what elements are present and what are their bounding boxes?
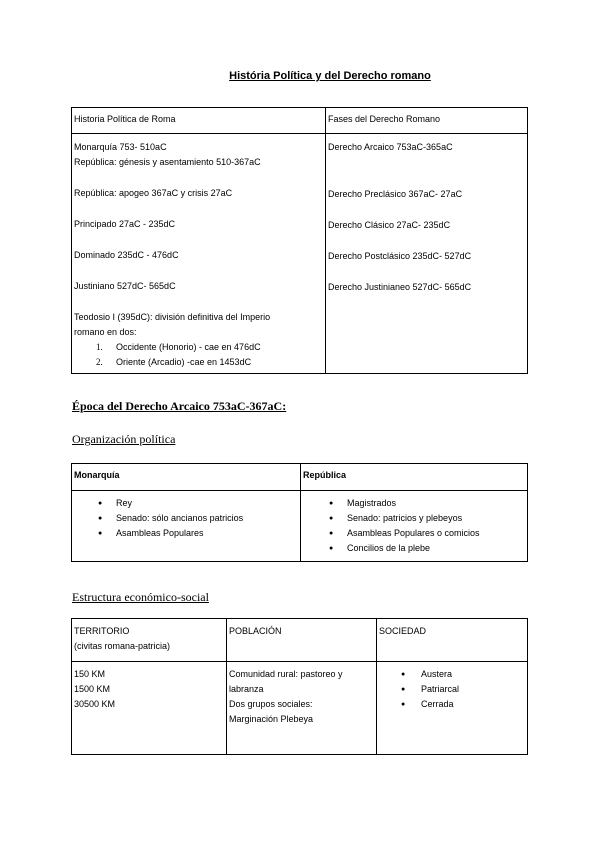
- col-header-historia: Historia Política de Roma: [72, 108, 326, 134]
- history-phases-table: [71, 107, 528, 374]
- list-item: ● Patriarcal: [379, 682, 525, 697]
- territorio-value: 150 KM: [74, 669, 106, 679]
- poblacion-line: labranza: [229, 684, 264, 694]
- republica-list: [303, 496, 525, 556]
- historia-item: romano en dos:: [74, 327, 137, 337]
- list-text: Occidente (Honorio) - cae en 476dC: [116, 342, 261, 352]
- col-header-monarquia: Monarquía: [72, 464, 301, 491]
- territorio-value: 1500 KM: [74, 684, 111, 694]
- subheading-estructura: Estructura económico-social: [72, 590, 209, 604]
- historia-item: República: génesis y asentamiento 510-367aC: [74, 157, 261, 167]
- list-text: Oriente (Arcadio) -cae en 1453dC: [116, 357, 252, 367]
- list-item: ● Senado: patricios y plebeyos: [303, 511, 525, 526]
- list-item: ● Rey: [74, 496, 298, 511]
- col-header-poblacion: POBLACIÓN: [227, 619, 377, 662]
- historia-item: República: apogeo 367aC y crisis 27aC: [74, 188, 233, 198]
- historia-item: Justiniano 527dC- 565dC: [74, 281, 176, 291]
- fase-item: Derecho Arcaico 753aC-365aC: [328, 142, 453, 152]
- col-header-territorio-sub: (civitas romana-patricia): [74, 641, 171, 651]
- list-item: ● Magistrados: [303, 496, 525, 511]
- section-title: Época del Derecho Arcaico 753aC-367aC:: [72, 399, 287, 413]
- historia-item: Teodosio I (395dC): división definitiva del Imperio: [74, 312, 271, 322]
- list-number: 1.: [96, 342, 103, 352]
- list-item: ● Cerrada: [379, 697, 525, 712]
- list-item: [74, 340, 323, 355]
- list-item: ● Concilios de la plebe: [303, 541, 525, 556]
- list-item: ● Senado: sólo ancianos patricios: [74, 511, 298, 526]
- historia-item: Monarquía 753- 510aC: [74, 142, 167, 152]
- col-header-republica: República: [301, 464, 528, 491]
- fase-item: Derecho Clásico 27aC- 235dC: [328, 220, 451, 230]
- list-item: ● Asambleas Populares: [74, 526, 298, 541]
- organizacion-table: [71, 463, 528, 562]
- col-header-territorio: TERRITORIO: [74, 626, 130, 636]
- col-header-sociedad: SOCIEDAD: [377, 619, 528, 662]
- col-header-fases: Fases del Derecho Romano: [326, 108, 528, 134]
- poblacion-line: Dos grupos sociales:: [229, 699, 313, 709]
- list-item: ● Austera: [379, 667, 525, 682]
- division-list: [74, 340, 323, 370]
- poblacion-line: Marginación Plebeya: [229, 714, 314, 724]
- list-item: [74, 355, 323, 370]
- monarquia-list: [74, 496, 298, 541]
- historia-item: Principado 27aC - 235dC: [74, 219, 176, 229]
- sociedad-list: [379, 667, 525, 712]
- historia-item: Dominado 235dC - 476dC: [74, 250, 179, 260]
- list-item: ● Asambleas Populares o comicios: [303, 526, 525, 541]
- list-number: 2.: [96, 357, 103, 367]
- territorio-value: 30500 KM: [74, 699, 116, 709]
- fase-item: Derecho Postclásico 235dC- 527dC: [328, 251, 472, 261]
- estructura-table: [71, 618, 528, 755]
- fase-item: Derecho Preclásico 367aC- 27aC: [328, 189, 463, 199]
- fase-item: Derecho Justinianeo 527dC- 565dC: [328, 282, 472, 292]
- poblacion-line: Comunidad rural: pastoreo y: [229, 669, 343, 679]
- document-title: História Política y del Derecho romano: [229, 70, 431, 82]
- subheading-organizacion: Organización política: [72, 432, 176, 446]
